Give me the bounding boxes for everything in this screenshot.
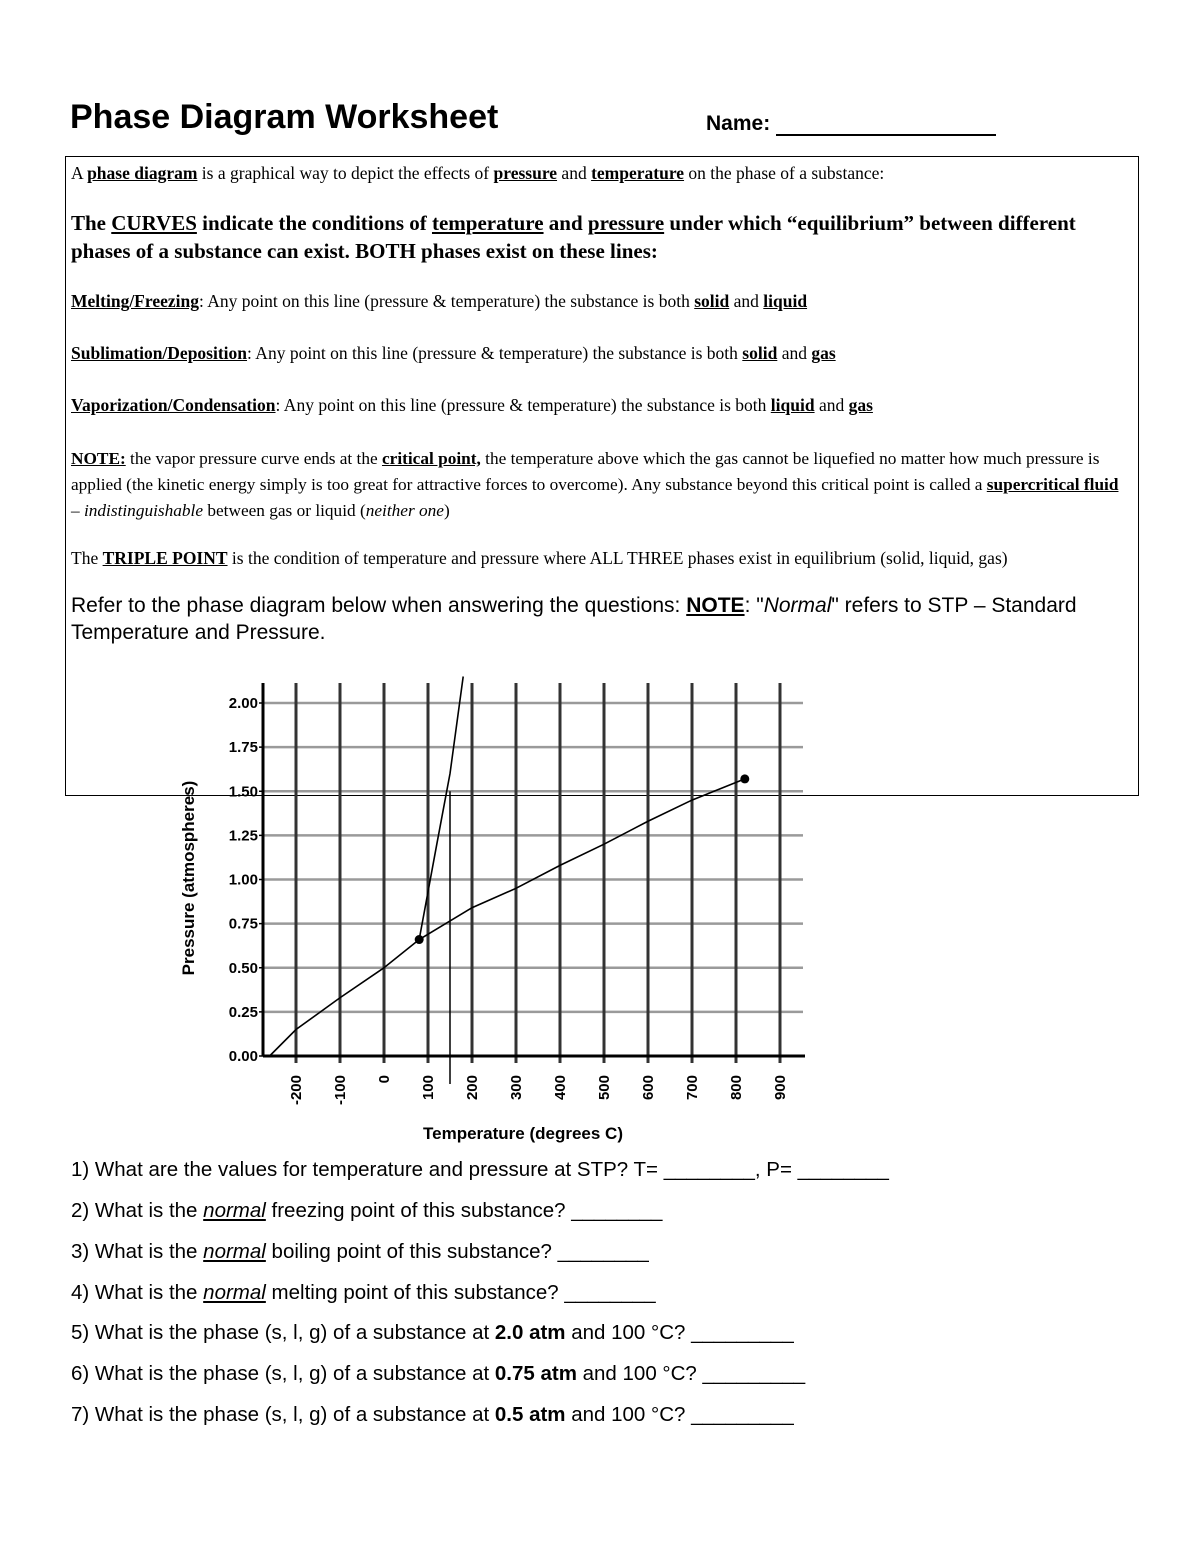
term-phase-diagram: phase diagram bbox=[87, 163, 198, 183]
worksheet-title: Phase Diagram Worksheet bbox=[70, 98, 499, 136]
data-point bbox=[415, 935, 424, 944]
x-tick-label: 100 bbox=[420, 1075, 437, 1101]
x-tick-label: 500 bbox=[596, 1075, 613, 1101]
y-tick-label: 1.25 bbox=[228, 827, 258, 845]
series-line bbox=[419, 677, 463, 940]
y-tick-label: 2.00 bbox=[228, 695, 258, 712]
y-axis-title: Pressure (atmospheres) bbox=[179, 780, 198, 976]
curves-paragraph: The CURVES indicate the conditions of temperature and pressure under which “equilibrium” between different phases of a substance can exist. BOTH phases exist on these lines: bbox=[71, 211, 1076, 263]
x-tick-label: 400 bbox=[552, 1075, 569, 1101]
question-6: 6) What is the phase (s, l, g) of a substance at 0.75 atm and 100 °C? _________ bbox=[71, 1362, 806, 1385]
question-5: 5) What is the phase (s, l, g) of a substance at 2.0 atm and 100 °C? _________ bbox=[71, 1321, 794, 1344]
y-tick-label: 0.50 bbox=[228, 959, 258, 977]
def-vaporization: Vaporization/Condensation: Any point on this line (pressure & temperature) the substance is both liquid and gas bbox=[71, 395, 873, 415]
x-tick-label: 800 bbox=[728, 1075, 745, 1101]
def-sublimation: Sublimation/Deposition: Any point on this line (pressure & temperature) the substance is both solid and gas bbox=[71, 343, 836, 363]
x-tick-label: 300 bbox=[508, 1075, 525, 1101]
question-4: 4) What is the normal melting point of this substance? ________ bbox=[71, 1281, 656, 1304]
x-tick-label: 600 bbox=[640, 1075, 657, 1101]
x-tick-label: 0 bbox=[376, 1075, 393, 1084]
x-tick-label: 900 bbox=[772, 1075, 789, 1101]
refer-paragraph: Refer to the phase diagram below when answering the questions: NOTE: "Normal" refers to STP – Standard Temperature and Pressure. bbox=[71, 594, 1077, 644]
def-melting: Melting/Freezing: Any point on this line (pressure & temperature) the substance is both solid and liquid bbox=[71, 291, 808, 311]
y-tick-label: 0.25 bbox=[228, 1003, 258, 1021]
question-7: 7) What is the phase (s, l, g) of a substance at 0.5 atm and 100 °C? _________ bbox=[71, 1403, 794, 1426]
x-tick-label: 700 bbox=[684, 1075, 701, 1101]
x-axis-title: Temperature (degrees C) bbox=[423, 1124, 623, 1143]
y-tick-label: 1.75 bbox=[228, 739, 258, 757]
name-label: Name: bbox=[706, 112, 771, 135]
x-tick-label: 200 bbox=[464, 1075, 481, 1101]
y-tick-label: 1.50 bbox=[228, 783, 258, 801]
note-paragraph: NOTE: the vapor pressure curve ends at the critical point, the temperature above which the gas cannot be liquefied no matter how much pressure is applied (the kinetic energy simply is too great for attractive forces to overcome). Any substance beyond this critical point is called a supercritical fluid – indistinguishable between gas or liquid (neither one) bbox=[71, 449, 1119, 520]
question-3: 3) What is the normal boiling point of this substance? ________ bbox=[71, 1240, 649, 1263]
intro-paragraph: A phase diagram is a graphical way to depict the effects of pressure and temperature on the phase of a substance: bbox=[71, 163, 885, 183]
question-1: 1) What are the values for temperature and pressure at STP? T= ________, P= ________ bbox=[71, 1158, 889, 1181]
y-tick-label: 1.00 bbox=[228, 871, 258, 889]
y-tick-label: 0.00 bbox=[228, 1048, 258, 1065]
x-tick-label: -100 bbox=[332, 1075, 349, 1106]
data-point bbox=[740, 774, 749, 783]
y-tick-label: 0.75 bbox=[228, 915, 258, 933]
x-tick-label: -200 bbox=[288, 1075, 305, 1106]
triple-point-paragraph: The TRIPLE POINT is the condition of temperature and pressure where ALL THREE phases exist in equilibrium (solid, liquid, gas) bbox=[71, 548, 1008, 568]
question-2: 2) What is the normal freezing point of this substance? ________ bbox=[71, 1199, 663, 1222]
